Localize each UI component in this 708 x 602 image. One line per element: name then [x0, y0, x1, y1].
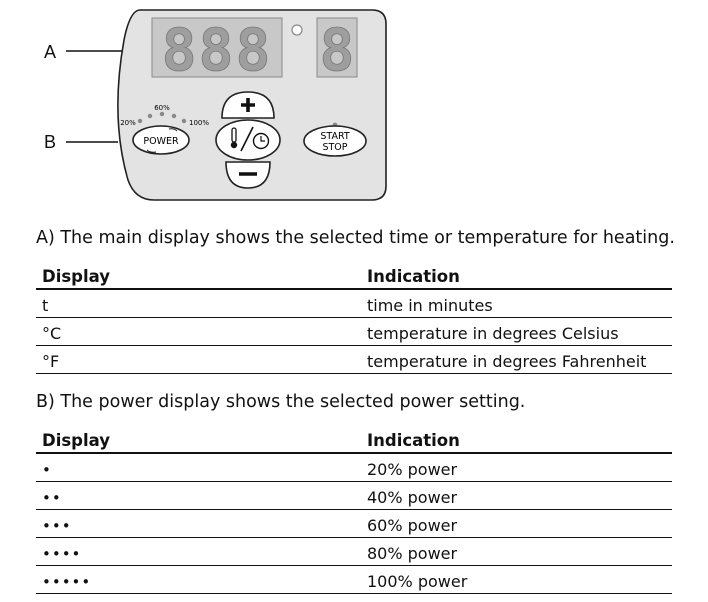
header-display: Display: [36, 427, 361, 453]
section-a-description: A) The main display shows the selected time or temperature for heating.: [36, 228, 675, 248]
table-row: [36, 346, 672, 374]
table-header-row: [36, 427, 672, 453]
power-button-label: POWER: [143, 136, 179, 147]
table-header-row: [36, 263, 672, 289]
header-indication: Indication: [361, 427, 672, 453]
indication-text: 60% power: [361, 510, 672, 538]
indication-text: 80% power: [361, 538, 672, 566]
power-level-60: 60%: [154, 104, 170, 112]
power-level-20: 20%: [120, 119, 136, 127]
display-symbol: •: [36, 453, 361, 482]
main-display-digits: 888: [161, 16, 273, 84]
power-led-4: [172, 114, 176, 118]
indicator-led: [292, 25, 302, 35]
display-symbol: •••••: [36, 566, 361, 594]
display-symbol: °C: [36, 318, 361, 346]
indication-text: temperature in degrees Fahrenheit: [361, 346, 672, 374]
power-led-2: [148, 114, 152, 118]
aux-display: [317, 16, 357, 84]
aux-display-digit: 8: [319, 16, 355, 84]
start-stop-button[interactable]: [304, 126, 366, 156]
display-symbol: •••: [36, 510, 361, 538]
display-symbol: °F: [36, 346, 361, 374]
table-row: [36, 289, 672, 318]
table-row: [36, 566, 672, 594]
display-symbol: ••••: [36, 538, 361, 566]
power-display-table: [36, 427, 672, 594]
main-display-table: [36, 263, 672, 374]
table-row: [36, 453, 672, 482]
callout-label-a: A: [44, 42, 57, 62]
indication-text: 100% power: [361, 566, 672, 594]
indication-text: time in minutes: [361, 289, 672, 318]
control-panel-diagram: [0, 0, 708, 215]
section-b-description: B) The power display shows the selected power setting.: [36, 392, 526, 412]
start-label: START: [320, 131, 350, 142]
table-row: [36, 510, 672, 538]
temp-timer-toggle-button[interactable]: [216, 120, 280, 160]
table-row: [36, 538, 672, 566]
power-led-5: [182, 119, 186, 123]
indication-text: 40% power: [361, 482, 672, 510]
indication-text: 20% power: [361, 453, 672, 482]
display-symbol: ••: [36, 482, 361, 510]
main-display: [152, 16, 282, 84]
power-level-100: 100%: [188, 119, 210, 127]
display-symbol: t: [36, 289, 361, 318]
stop-label: STOP: [322, 142, 348, 153]
indication-text: temperature in degrees Celsius: [361, 318, 672, 346]
power-led-1: [138, 119, 142, 123]
power-led-3: [160, 112, 164, 116]
callout-label-b: B: [44, 132, 57, 152]
power-button[interactable]: [133, 126, 189, 154]
header-indication: Indication: [361, 263, 672, 289]
header-display: Display: [36, 263, 361, 289]
table-row: [36, 482, 672, 510]
table-row: [36, 318, 672, 346]
